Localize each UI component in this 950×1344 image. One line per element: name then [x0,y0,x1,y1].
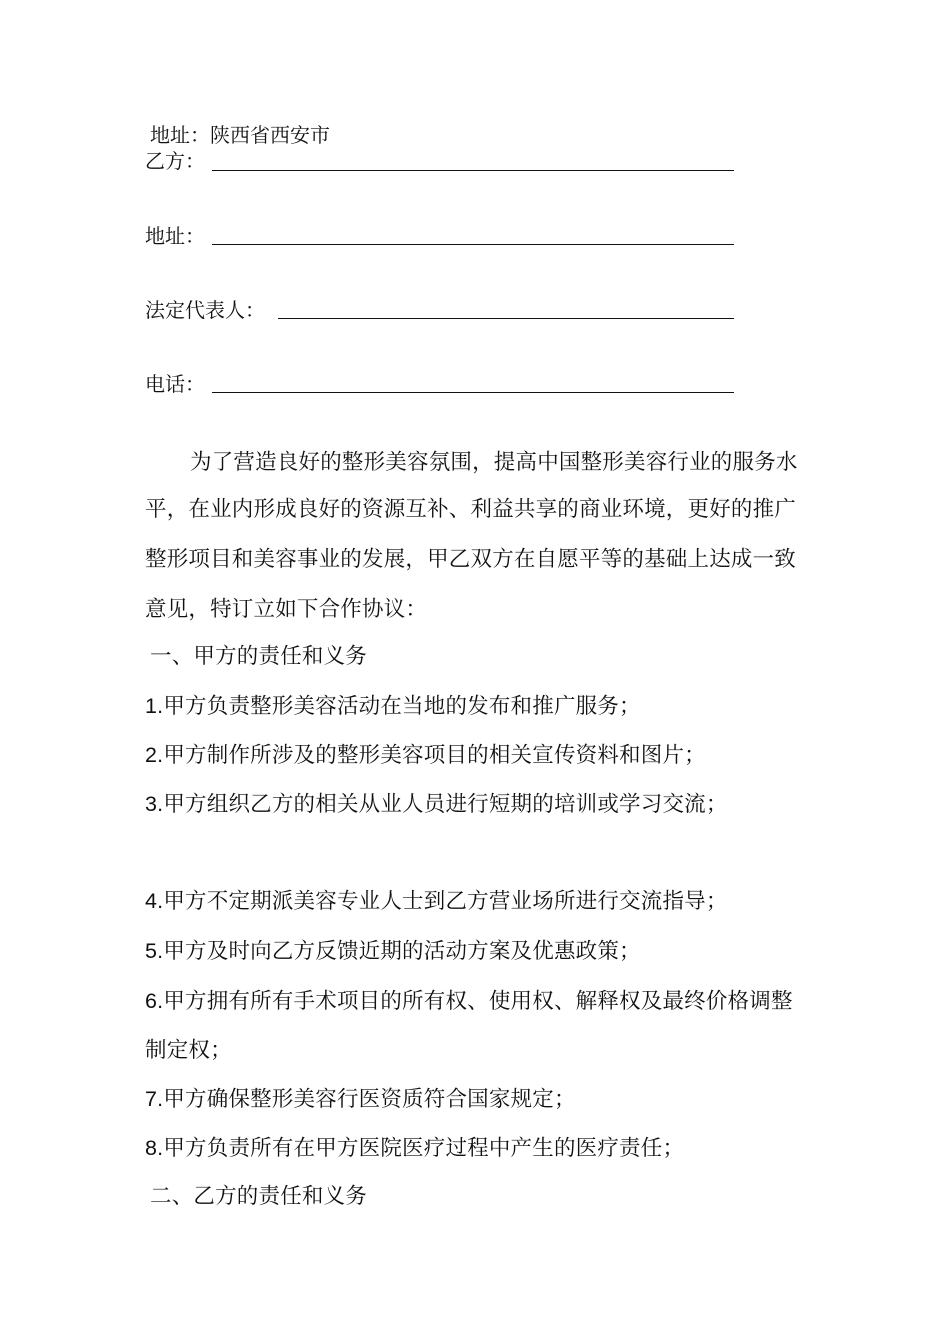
item-number: 5. [145,939,164,963]
item-text: 甲方确保整形美容行医资质符合国家规定； [163,1087,576,1112]
section-b-title: 二、乙方的责任和义务 [150,1184,368,1209]
list-item [145,790,728,819]
party-a-address: 地址：陕西省西安市 [150,123,330,147]
list-item [145,1134,684,1163]
item-number: 6. [145,989,164,1013]
item-number: 4. [145,889,164,913]
list-item [145,1085,576,1114]
item-number: 8. [145,1136,164,1160]
item-text: 甲方负责整形美容活动在当地的发布和推广服务； [163,694,641,719]
item-text: 甲方制作所涉及的整形美容项目的相关宣传资料和图片； [163,743,706,768]
section-a-title: 一、甲方的责任和义务 [150,644,368,669]
item-number: 7. [145,1087,164,1111]
item-text: 甲方及时向乙方反馈近期的活动方案及优惠政策； [163,939,641,964]
list-item [145,887,728,916]
list-item [145,937,641,966]
legal-rep-underline [278,318,734,319]
item-number: 1. [145,694,164,718]
list-item [145,692,641,721]
intro-line-1: 为了营造良好的整形美容氛围，提高中国整形美容行业的服务水 [190,450,798,475]
item-text: 甲方不定期派美容专业人士到乙方营业场所进行交流指导； [163,889,728,914]
intro-line-2: 平，在业内形成良好的资源互补、利益共享的商业环境，更好的推广 [145,497,797,522]
intro-line-3: 整形项目和美容事业的发展，甲乙双方在自愿平等的基础上达成一致 [145,547,797,572]
phone-underline [212,392,734,393]
list-item-continuation: 制定权； [145,1038,232,1063]
item-text: 甲方负责所有在甲方医院医疗过程中产生的医疗责任； [163,1136,685,1161]
party-b-address-underline [212,244,734,245]
legal-rep-label: 法定代表人： [145,298,265,322]
list-item [145,987,793,1016]
item-text: 甲方组织乙方的相关从业人员进行短期的培训或学习交流； [163,792,728,817]
party-b-underline [212,170,734,171]
intro-line-4: 意见，特订立如下合作协议： [145,597,428,622]
phone-label: 电话： [145,372,205,396]
item-number: 2. [145,743,164,767]
list-item [145,741,706,770]
party-b-address-label: 地址： [145,224,205,248]
item-text: 甲方拥有所有手术项目的所有权、使用权、解释权及最终价格调整 [163,989,793,1014]
party-b-label: 乙方： [145,149,205,173]
item-number: 3. [145,792,164,816]
